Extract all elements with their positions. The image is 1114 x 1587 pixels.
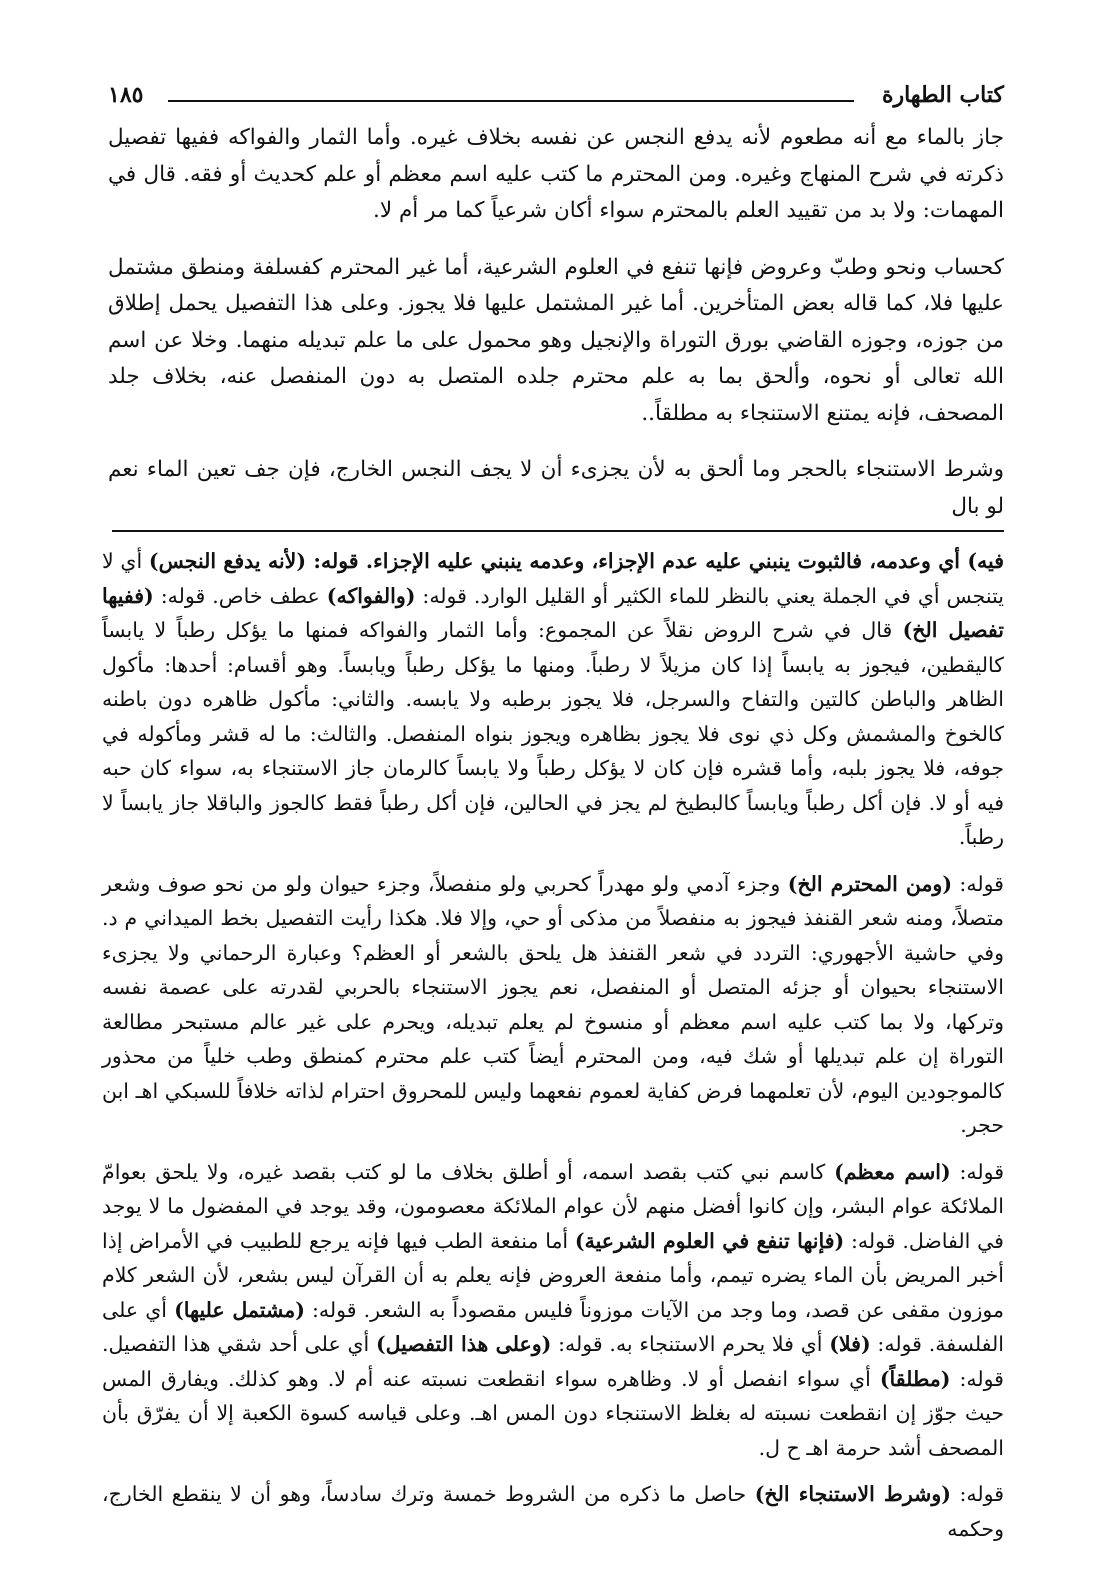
note-keyword: (اسم معظم) xyxy=(834,1159,951,1184)
note-text: قوله: xyxy=(950,1159,1004,1184)
note-paragraph-1 xyxy=(102,544,1004,855)
note-text: كاسم نبي كتب بقصد اسمه، أو أطلق بخلاف ما لو كتب بقصد غيره، ولا يلحق بعوامّ الملائكة عوام البشر، وإن كانوا أفضل منهم لأن عوام الملائكة معصومون، وقد يوجد في المفضول ما لا يوجد في الفاضل. قوله: xyxy=(102,1159,1004,1253)
note-text: أي على أحد شقي هذا التفصيل. قوله: xyxy=(102,1332,1004,1391)
note-text: أي فلا يحرم الاستنجاء به. قوله: xyxy=(551,1332,830,1356)
note-paragraph-2 xyxy=(102,867,1004,1143)
note-keyword: (ومن المحترم الخ) xyxy=(787,871,953,896)
note-text: أي سواء انفصل أو لا. وظاهره سواء انقطعت نسبته عنه أم لا. وهو كذلك. ويفارق المس حيث جوّز إن انقطعت نسبته له بغلظ الاستنجاء دون المس اهـ. وعلى قياسه كسوة الكعبة إلا أن يفرّق بأن المصحف أشد حرمة اهـ ح ل. xyxy=(102,1366,1004,1460)
note-paragraph-4 xyxy=(102,1477,1004,1546)
note-text: قوله: xyxy=(952,871,1004,896)
page-number: ١٨٥ xyxy=(108,82,144,108)
note-keyword: (مشتمل عليها) xyxy=(174,1297,305,1322)
note-text: أما منفعة الطب فيها فإنه يرجع للطبيب في الأمراض إذا أخبر المريض بأن الماء يضره تيمم، وأما منفعة العروض فإنه يعلم به أن القرآن ليس بشعر، لأن الشعر كلام موزون مقفى عن قصد، وما وجد من الآيات موزوناً فليس مقصوداً به الشعر. قوله: xyxy=(102,1228,1004,1322)
note-text: وجزء آدمي ولو مهدراً كحربي ولو منفصلاً، وجزء حيوان ولو من نحو صوف وشعر متصلاً، ومنه شعر القنفذ فيجوز به منفصلاً من مذكى أو حي، وإلا فلا. هكذا رأيت التفصيل بخط الميداني م د. وفي حاشية الأجهوري: التردد في شعر القنفذ هل يلحق بالشعر أو العظم؟ وعبارة الرحماني ولا يجزىء الاستنجاء بحيوان أو جزئه المتصل أو المنفصل، نعم يجوز الاستنجاء بالحربي لقدرته على عصمة نفسه وتركها، ولا بما كتب عليه اسم معظم أو منسوخ لم يعلم تبديله، ويحرم على غير عالم مستبحر مطالعة التوراة إن علم تبديلها أو شك فيه، ومن المحترم أيضاً كتب علم محترم كمنطق وطب خلياً من محذور كالموجودين اليوم، لأن تعلمهما فرض كفاية لعموم نفعهما وليس للمحروق احترام لذاته خلافاً للسبكي اهـ ابن حجر. xyxy=(102,871,1004,1137)
header-rule xyxy=(168,100,854,102)
main-paragraph-1: جاز بالماء مع أنه مطعوم لأنه يدفع النجس عن نفسه بخلاف غيره. وأما الثمار والفواكه ففيها تفصيل ذكرته في شرح المنهاج وغيره. ومن المحترم ما كتب عليه اسم معظم أو علم كحديث أو فقه. قال في المهمات: ولا بد من تقييد العلم بالمحترم سواء أكان شرعياً كما مر أم لا. xyxy=(108,125,1004,223)
commentary-notes xyxy=(102,544,1004,1558)
note-keyword: فيه) أي وعدمه، فالثبوت ينبني عليه عدم الإجزاء، وعدمه ينبني عليه الإجزاء. قوله: xyxy=(306,549,1004,573)
note-keyword: (وعلى هذا التفصيل) xyxy=(375,1332,552,1356)
note-text: قوله: xyxy=(950,1482,1004,1506)
note-text: أي لا يتنجس أي في الجملة يعني بالنظر للماء الكثير أو القليل الوارد. قوله: xyxy=(102,549,1004,608)
note-text: قال في شرح الروض نقلاً عن المجموع: وأما الثمار والفواكه فمنها ما يؤكل رطباً لا يابساً كاليقطين، فيجوز به يابساً إذا كان مزيلاً لا رطباً. ومنها ما يؤكل رطباً ويابساً. وهو أقسام: أحدها: مأكول الظاهر والباطن كالتين والتفاح والسرجل، فلا يجوز برطبه ولا يابسه. والثاني: مأكول ظاهره دون باطنه كالخوخ والمشمش وكل ذي نوى فلا يجوز بظاهره ويجوز بنواه المنفصل. والثالث: ما له قشر ومأكوله في جوفه، فلا يجوز بلبه، وأما قشره فإن كان لا يؤكل رطباً ولا يابساً كالرمان جاز الاستنجاء به، سواء كان حبه فيه أو لا. فإن أكل رطباً ويابساً كالبطيخ لم يجز في الحالين، فإن أكل رطباً فقط كالجوز والباقلا جاز يابساً لا رطباً. xyxy=(102,618,1004,849)
note-keyword: (فلا) xyxy=(829,1332,871,1356)
main-paragraph-2: كحساب ونحو وطبّ وعروض فإنها تنفع في العلوم الشرعية، أما غير المحترم كفسلفة ومنطق مشتمل عليها فلا، كما قاله بعض المتأخرين. أما غير المشتمل عليها فلا يجوز. وعلى هذا التفصيل يحمل إطلاق من جوزه، وجوزه القاضي بورق التوراة والإنجيل وهو محمول على ما علم تبديله منهما. وخلا عن اسم الله تعالى أو نحوه، وألحق بما به علم محترم جلده المتصل به دون المنفصل عنه، بخلاف جلد المصحف، فإنه يمتنع الاستنجاء به مطلقاً.. xyxy=(108,254,1004,426)
note-keyword: (مطلقاً) xyxy=(879,1366,951,1391)
note-keyword: (فإنها تنفع في العلوم الشرعية) xyxy=(574,1228,845,1253)
note-keyword: (وشرط الاستنجاء الخ) xyxy=(754,1482,951,1506)
note-keyword: (لأنه يدفع النجس) xyxy=(148,549,307,573)
note-text: أي على الفلسفة. قوله: xyxy=(102,1297,1004,1356)
note-keyword: (ففيها تفصيل الخ) xyxy=(102,583,1004,642)
page-header xyxy=(108,78,1004,108)
main-text xyxy=(108,120,1004,525)
note-text: حاصل ما ذكره من الشروط خمسة وترك سادساً، وهو أن لا ينقطع الخارج، وحكمه xyxy=(102,1482,1004,1541)
note-text: عطف خاص. قوله: xyxy=(153,583,327,608)
main-paragraph-3: وشرط الاستنجاء بالحجر وما ألحق به لأن يجزىء أن لا يجف النجس الخارج، فإن جف تعين الماء نعم لو بال xyxy=(108,457,1004,519)
footnote-divider xyxy=(112,530,1004,532)
chapter-title: كتاب الطهارة xyxy=(881,82,1004,108)
note-paragraph-3 xyxy=(102,1155,1004,1466)
note-keyword: (والفواكه) xyxy=(326,583,416,608)
